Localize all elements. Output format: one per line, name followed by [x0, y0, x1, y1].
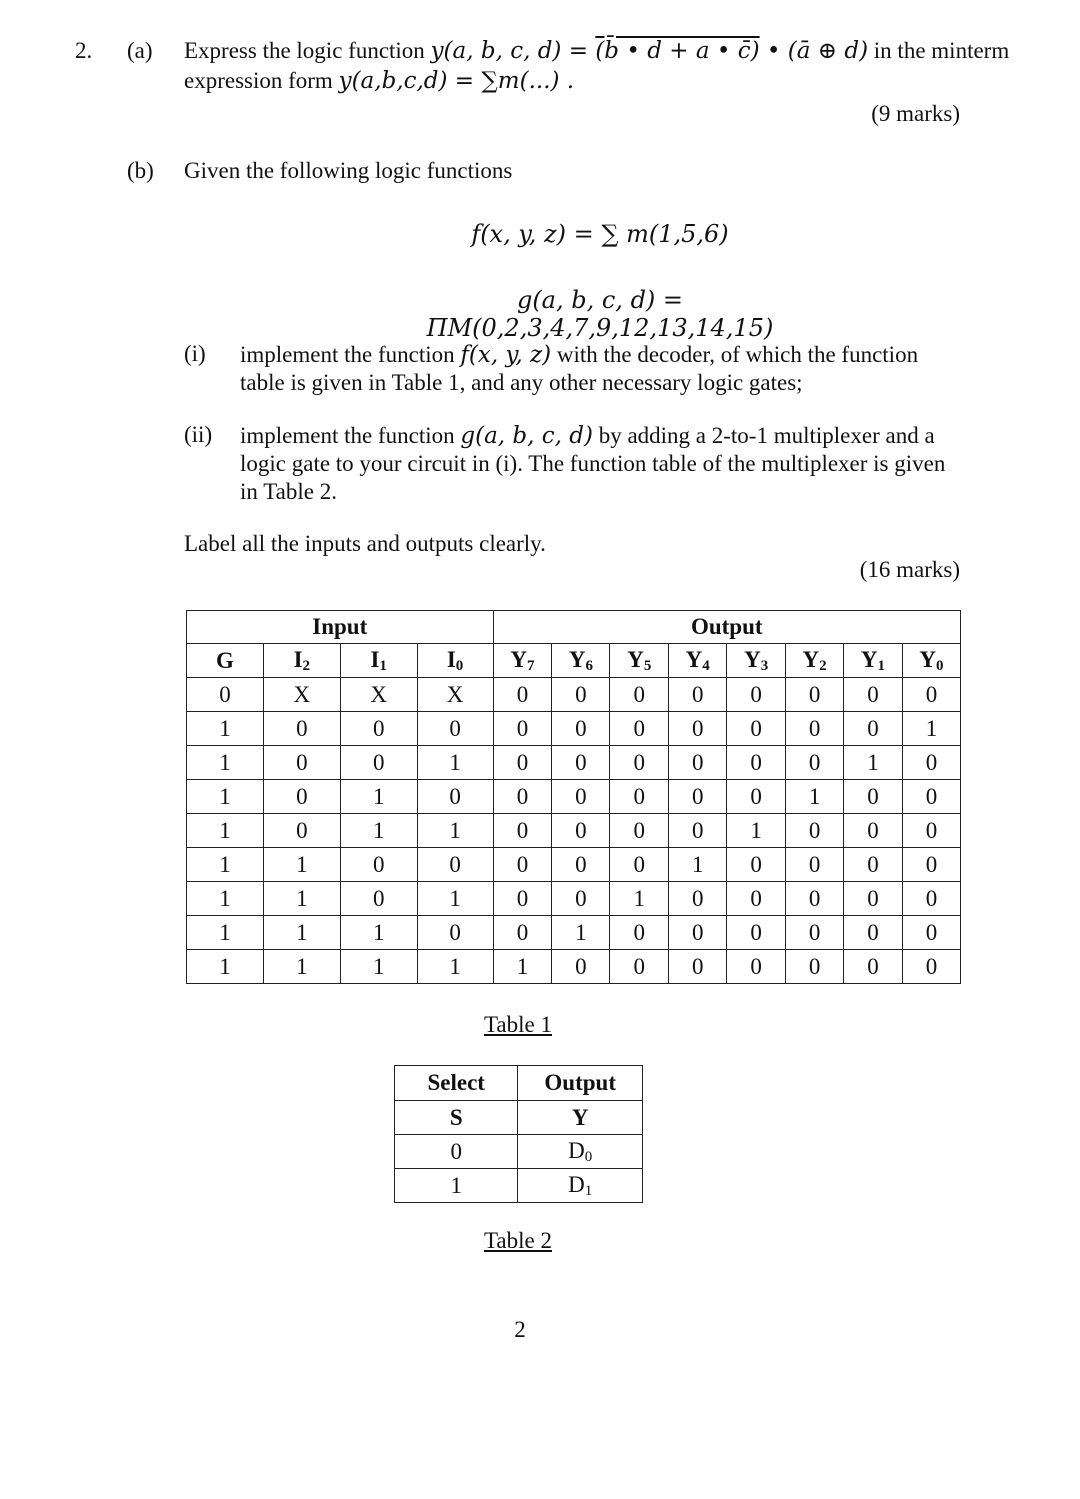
table-cell: 0 [552, 746, 610, 780]
table-cell: 1 [417, 950, 493, 984]
table-row [187, 882, 961, 916]
table-cell: 0 [552, 678, 610, 712]
table-cell: 0 [727, 746, 786, 780]
table-cell: 1 [187, 916, 264, 950]
table-cell: X [340, 678, 417, 712]
table-cell: 0 [610, 712, 669, 746]
table-cell: 0 [263, 712, 340, 746]
table-cell: 0 [552, 882, 610, 916]
table-cell: 0 [417, 780, 493, 814]
table-cell: 0 [844, 950, 903, 984]
table-cell: 1 [610, 882, 669, 916]
table-cell: 0 [493, 712, 552, 746]
table-cell: 0 [844, 712, 903, 746]
table-cell: 0 [340, 882, 417, 916]
table1-column-header: $I_2$ [263, 644, 340, 678]
sub-i-text [240, 341, 962, 397]
sub-i-line1-b: with the decoder, of which the function [551, 342, 919, 367]
table-cell: 1 [669, 848, 727, 882]
table-cell: X [417, 678, 493, 712]
sub-i-line1-a: implement the function [240, 342, 461, 367]
table-cell: 1 [417, 746, 493, 780]
sub-i-function: f(x, y, z) [460, 342, 552, 368]
question-number: 2. [75, 38, 93, 63]
table-cell: 0 [493, 780, 552, 814]
table-cell: 1 [263, 848, 340, 882]
table-cell: 0 [417, 712, 493, 746]
table-cell: 1 [493, 950, 552, 984]
table-cell: 0 [669, 814, 727, 848]
table-cell: 0 [786, 916, 844, 950]
f-function-expression: f(x, y, z) = ∑ m(1,5,6) [471, 220, 729, 248]
table-row [395, 1135, 643, 1169]
table-cell: 1 [786, 780, 844, 814]
table-cell: 0 [727, 916, 786, 950]
table-cell: 0 [263, 746, 340, 780]
table-cell: 0 [902, 746, 960, 780]
table-cell: 0 [844, 780, 903, 814]
table-cell: 0 [340, 848, 417, 882]
table-cell: 1 [187, 814, 264, 848]
table1-input-group-header: Input [187, 611, 494, 644]
table-row [187, 848, 961, 882]
sub-ii-line1-b: by adding a 2-to-1 multiplexer and a [592, 423, 935, 448]
table1-column-header: $Y_7$ [493, 644, 552, 678]
table1-body [187, 678, 961, 984]
table-cell: 0 [610, 678, 669, 712]
table-cell: 1 [187, 780, 264, 814]
part-a-text-after: in the minterm [868, 38, 1010, 63]
table-cell: 1 [187, 712, 264, 746]
table-cell: 0 [727, 882, 786, 916]
part-a-minterm-form: y(a,b,c,d) = ∑m(...) . [338, 68, 575, 94]
sub-i-line2: table is given in Table 1, and any other necessary logic gates; [240, 370, 803, 395]
part-b-label: (b) [127, 158, 154, 183]
table-cell: 0 [263, 814, 340, 848]
table-cell: 1 [727, 814, 786, 848]
part-a-overlined-expression: (b̄ • d + a • c̄) [595, 38, 760, 64]
table-cell: 0 [669, 916, 727, 950]
table2-body [395, 1135, 643, 1203]
table-cell: 1 [263, 882, 340, 916]
table-cell: 1 [395, 1169, 518, 1203]
table-row [187, 916, 961, 950]
table-cell: 1 [263, 916, 340, 950]
table-cell: 0 [669, 712, 727, 746]
sub-ii-line3: in Table 2. [240, 479, 337, 504]
table-cell: 0 [340, 712, 417, 746]
table-cell: 0 [610, 950, 669, 984]
table-row [187, 814, 961, 848]
table-cell: 0 [902, 814, 960, 848]
part-a-lhs: y(a, b, c, d) = [430, 38, 596, 64]
table-cell: 0 [395, 1135, 518, 1169]
table-row [187, 780, 961, 814]
table-cell: 0 [669, 950, 727, 984]
table-cell: 0 [902, 848, 960, 882]
table-cell: X [263, 678, 340, 712]
table2-output-header: Output [518, 1066, 643, 1101]
table-cell: 0 [727, 712, 786, 746]
table1-column-header: $Y_1$ [844, 644, 903, 678]
table2-select-header: Select [395, 1066, 518, 1101]
label-instruction: Label all the inputs and outputs clearly. [184, 531, 546, 556]
table-cell: 1 [340, 950, 417, 984]
table-row [187, 678, 961, 712]
table-cell: 0 [727, 780, 786, 814]
table-cell: 0 [727, 678, 786, 712]
table-cell: 0 [786, 814, 844, 848]
table-cell: 0 [786, 678, 844, 712]
part-a-marks: (9 marks) [871, 101, 960, 126]
table-cell: 0 [610, 916, 669, 950]
table-cell: 0 [669, 780, 727, 814]
table-cell: 0 [844, 916, 903, 950]
table-cell: 0 [844, 678, 903, 712]
page-number: 2 [514, 1317, 526, 1342]
table-cell: 1 [187, 950, 264, 984]
table-cell: 1 [340, 814, 417, 848]
table-cell: 0 [552, 780, 610, 814]
table-cell: 1 [340, 916, 417, 950]
table2-y-column-header: Y [518, 1101, 643, 1135]
table-cell: 0 [902, 882, 960, 916]
table-cell: 0 [417, 916, 493, 950]
table-cell: 0 [786, 882, 844, 916]
table-cell: 0 [902, 950, 960, 984]
table-row [187, 950, 961, 984]
table-cell: 0 [727, 950, 786, 984]
part-a-xor-term: • (ā ⊕ d) [759, 38, 869, 64]
table-row [187, 746, 961, 780]
table-cell: 0 [669, 678, 727, 712]
table-cell: 1 [417, 882, 493, 916]
table-cell: 0 [493, 678, 552, 712]
table-cell: 0 [786, 712, 844, 746]
table-cell: 0 [610, 780, 669, 814]
table1-column-header: $Y_4$ [669, 644, 727, 678]
table-cell: 0 [669, 882, 727, 916]
table-cell: 1 [417, 814, 493, 848]
table-cell: 0 [786, 950, 844, 984]
sub-ii-line1-a: implement the function [240, 423, 461, 448]
table-cell: 1 [187, 848, 264, 882]
sub-ii-label: (ii) [184, 422, 213, 447]
table-cell: 1 [340, 780, 417, 814]
table-cell: 0 [610, 746, 669, 780]
table-cell: 0 [610, 814, 669, 848]
table-cell: 0 [844, 882, 903, 916]
table-row [395, 1169, 643, 1203]
table-cell: 0 [786, 746, 844, 780]
part-a-line1 [184, 38, 1009, 64]
part-b-marks: (16 marks) [859, 557, 960, 582]
table-cell: 0 [493, 916, 552, 950]
table-cell: 1 [902, 712, 960, 746]
table-cell: 0 [902, 916, 960, 950]
table1-column-header: G [187, 644, 264, 678]
table-cell: 0 [263, 780, 340, 814]
table1-caption: Table 1 [483, 1012, 552, 1037]
table1-column-header: $I_1$ [340, 644, 417, 678]
table-cell: 0 [552, 712, 610, 746]
table-cell: 0 [552, 950, 610, 984]
sub-i-label: (i) [184, 341, 206, 366]
table-cell: 1 [187, 882, 264, 916]
g-function-expression: g(a, b, c, d) = ΠM(0,2,3,4,7,9,12,13,14,15) [426, 286, 774, 342]
table1-column-header: $Y_2$ [786, 644, 844, 678]
table-cell: 0 [786, 848, 844, 882]
table1-column-header-row [187, 644, 961, 678]
table1-column-header: $Y_5$ [610, 644, 669, 678]
table-cell: 0 [552, 814, 610, 848]
table2-s-column-header: S [395, 1101, 518, 1135]
table2-caption: Table 2 [483, 1228, 552, 1253]
table-cell: 0 [610, 848, 669, 882]
table-cell: 0 [493, 848, 552, 882]
multiplexer-function-table [394, 1065, 643, 1203]
part-a-line2 [184, 68, 574, 94]
table1-column-header: $Y_0$ [902, 644, 960, 678]
table-cell: 0 [187, 678, 264, 712]
table-cell: 0 [727, 848, 786, 882]
table-cell: 0 [493, 814, 552, 848]
table-cell: 0 [902, 780, 960, 814]
table-cell: 0 [902, 678, 960, 712]
table-cell: 0 [417, 848, 493, 882]
table-cell: 1 [844, 746, 903, 780]
decoder-function-table [186, 610, 961, 984]
part-a-label: (a) [127, 38, 153, 63]
table1-column-header: $Y_3$ [727, 644, 786, 678]
table-cell: 0 [844, 814, 903, 848]
table-cell: 0 [493, 746, 552, 780]
table-cell: 1 [187, 746, 264, 780]
sub-ii-function: g(a, b, c, d) [460, 423, 593, 449]
table-cell: 1 [263, 950, 340, 984]
table-cell: 0 [552, 848, 610, 882]
table-cell: 0 [340, 746, 417, 780]
table-cell: 0 [844, 848, 903, 882]
table-row [187, 712, 961, 746]
table1-output-group-header: Output [493, 611, 961, 644]
table-cell: $D_1$ [518, 1169, 643, 1203]
table-cell: 1 [552, 916, 610, 950]
table-cell: 0 [493, 882, 552, 916]
table-cell: $D_0$ [518, 1135, 643, 1169]
sub-ii-line2: logic gate to your circuit in (i). The function table of the multiplexer is given [240, 451, 946, 476]
table-cell: 0 [669, 746, 727, 780]
table1-column-header: $I_0$ [417, 644, 493, 678]
part-a-text-before: Express the logic function [184, 38, 431, 63]
part-b-intro: Given the following logic functions [184, 158, 513, 183]
part-a-line2-text: expression form [184, 68, 339, 93]
table1-column-header: $Y_6$ [552, 644, 610, 678]
sub-ii-text [240, 422, 962, 506]
